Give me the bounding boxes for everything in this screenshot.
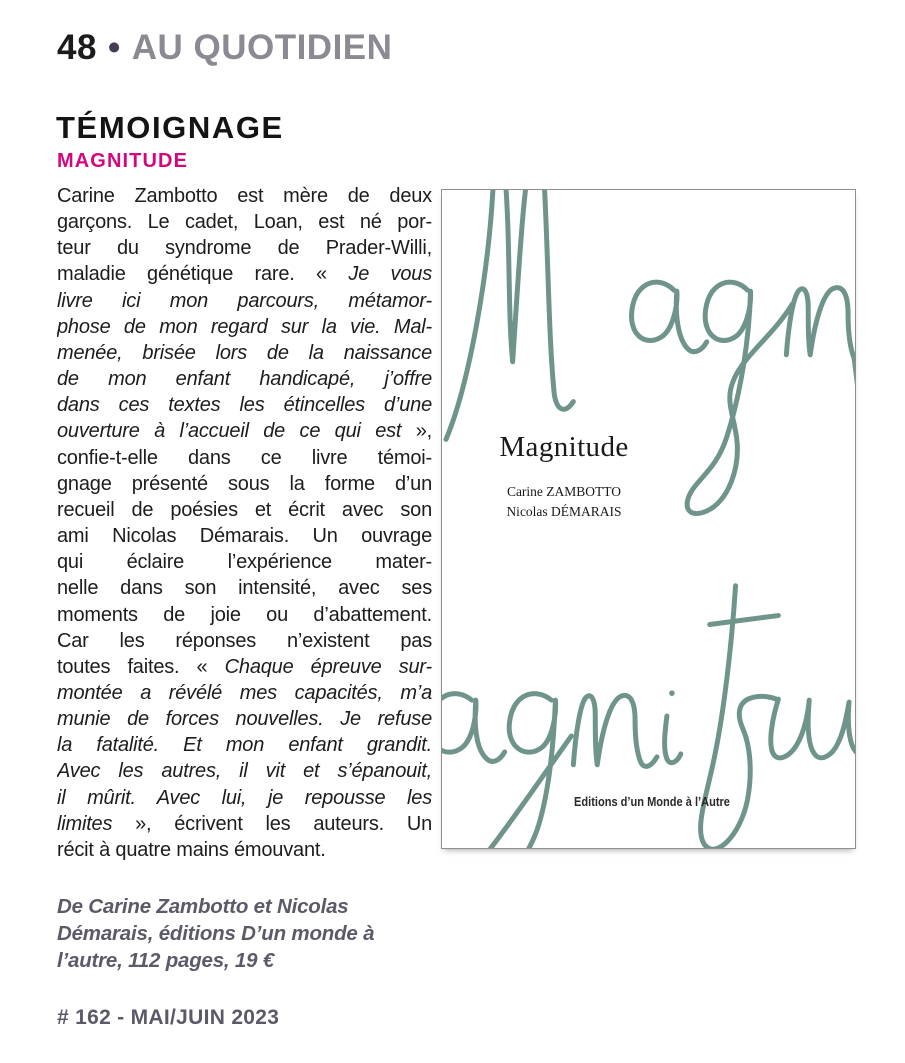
script-letter-a1 (632, 282, 707, 352)
script-i2-dot (669, 690, 675, 696)
credit-line: De Carine Zambotto et Nicolas (57, 895, 349, 918)
body-text-segment: dans ces textes les étincelles d’une (57, 394, 432, 417)
body-text-segment: maladie génétique rare. « (57, 263, 349, 286)
body-text-segment: limites (57, 812, 113, 835)
body-text-segment: qui éclaire l’expérience mater- (57, 551, 432, 574)
body-text-segment: Car les réponses n’existent pas (57, 629, 432, 652)
body-line (57, 183, 432, 209)
body-text-segment: phose de mon regard sur la vie. Mal- (57, 315, 432, 338)
credit-line: l’autre, 112 pages, 19 € (57, 949, 275, 972)
script-letter-n1 (786, 288, 855, 521)
body-text-segment: munie de forces nouvelles. Je refuse (57, 708, 432, 731)
body-text-segment: », (401, 420, 432, 443)
body-line (57, 628, 432, 654)
body-line (57, 785, 432, 811)
page-number: 48 (57, 28, 97, 67)
cover-publisher: Editions d’un Monde à l’Autre (574, 794, 730, 809)
body-text-segment: il mûrit. Avec lui, je repousse les (57, 786, 432, 809)
credit-line: Démarais, éditions D’un monde à (57, 922, 375, 945)
cover-title: Magnitude (499, 431, 629, 463)
body-line (57, 523, 432, 549)
section-title: AU QUOTIDIEN (131, 28, 393, 67)
script-t2-crossbar (710, 616, 779, 625)
script-letter-m (446, 190, 573, 439)
body-text-segment: livre ici mon parcours, métamor- (57, 289, 432, 312)
cover-author-2: Nicolas DÉMARAIS (506, 503, 622, 519)
body-line (57, 602, 432, 628)
page-header (57, 28, 392, 68)
body-text-segment: gnage présenté sous la forme d’un (57, 472, 432, 495)
credit-block (57, 893, 374, 974)
body-line (57, 314, 432, 340)
body-line (57, 235, 432, 261)
issue-footer: # 162 - MAI/JUIN 2023 (57, 1006, 280, 1029)
body-text-segment: menée, brisée lors de la naissance (57, 341, 432, 364)
body-line (57, 811, 432, 837)
body-line (57, 732, 432, 758)
cover-author-1: Carine ZAMBOTTO (506, 484, 622, 499)
body-line (57, 497, 432, 523)
body-text-segment: garçons. Le cadet, Loan, est né por- (57, 211, 432, 234)
body-line (57, 366, 432, 392)
body-line (57, 288, 432, 314)
body-text-segment: nelle dans son intensité, avec ses (57, 577, 432, 600)
body-line (57, 445, 432, 471)
body-line (57, 209, 432, 235)
body-text-segment: ouverture à l’accueil de ce qui est (57, 420, 402, 443)
body-text-segment: Avec les autres, il vit et s’épanouit, (57, 760, 432, 783)
cover-authors (464, 482, 664, 521)
article-body (57, 183, 432, 863)
body-text-segment: Je vous (348, 263, 432, 286)
body-line (57, 654, 432, 680)
script-letter-u2 (771, 693, 855, 758)
article-category: TÉMOIGNAGE (56, 110, 284, 145)
body-line (57, 680, 432, 706)
body-text-segment: teur du syndrome de Prader-Willi, (57, 237, 432, 260)
body-text-segment: ami Nicolas Démarais. Un ouvrage (57, 525, 432, 548)
body-line (57, 392, 432, 418)
script-g2-connector (460, 736, 571, 848)
script-letter-i2 (665, 716, 681, 763)
body-text-segment: Carine Zambotto est mère de deux (57, 185, 432, 207)
script-letter-n2 (573, 695, 657, 766)
header-bullet: • (107, 28, 121, 67)
body-text-segment: moments de joie ou d’abattement. (57, 603, 432, 626)
book-cover (441, 189, 856, 849)
body-text-segment: recueil de poésies et écrit avec son (57, 498, 432, 521)
body-text-segment: Chaque épreuve sur- (224, 655, 432, 678)
body-line (57, 471, 432, 497)
body-text-segment: la fatalité. Et mon enfant grandit. (57, 734, 432, 757)
body-line (57, 758, 432, 784)
body-line (57, 706, 432, 732)
script-letter-g1 (687, 282, 792, 513)
script-letter-a2 (442, 694, 505, 762)
body-text-segment: toutes faites. « (57, 655, 225, 678)
body-line (57, 340, 432, 366)
body-line (57, 418, 432, 444)
body-line (57, 261, 432, 287)
body-text-segment: montée a révélé mes capacités, m’a (57, 681, 432, 704)
body-text-segment: confie-t-elle dans ce livre témoi- (57, 446, 432, 469)
body-text-segment: de mon enfant handicapé, j’offre (57, 368, 432, 391)
body-text-segment: », écrivent les auteurs. Un (112, 812, 432, 835)
article-title: MAGNITUDE (57, 150, 189, 172)
body-line (57, 549, 432, 575)
body-line (57, 575, 432, 601)
body-line (57, 837, 432, 863)
body-text-segment: récit à quatre mains émouvant. (57, 838, 326, 861)
